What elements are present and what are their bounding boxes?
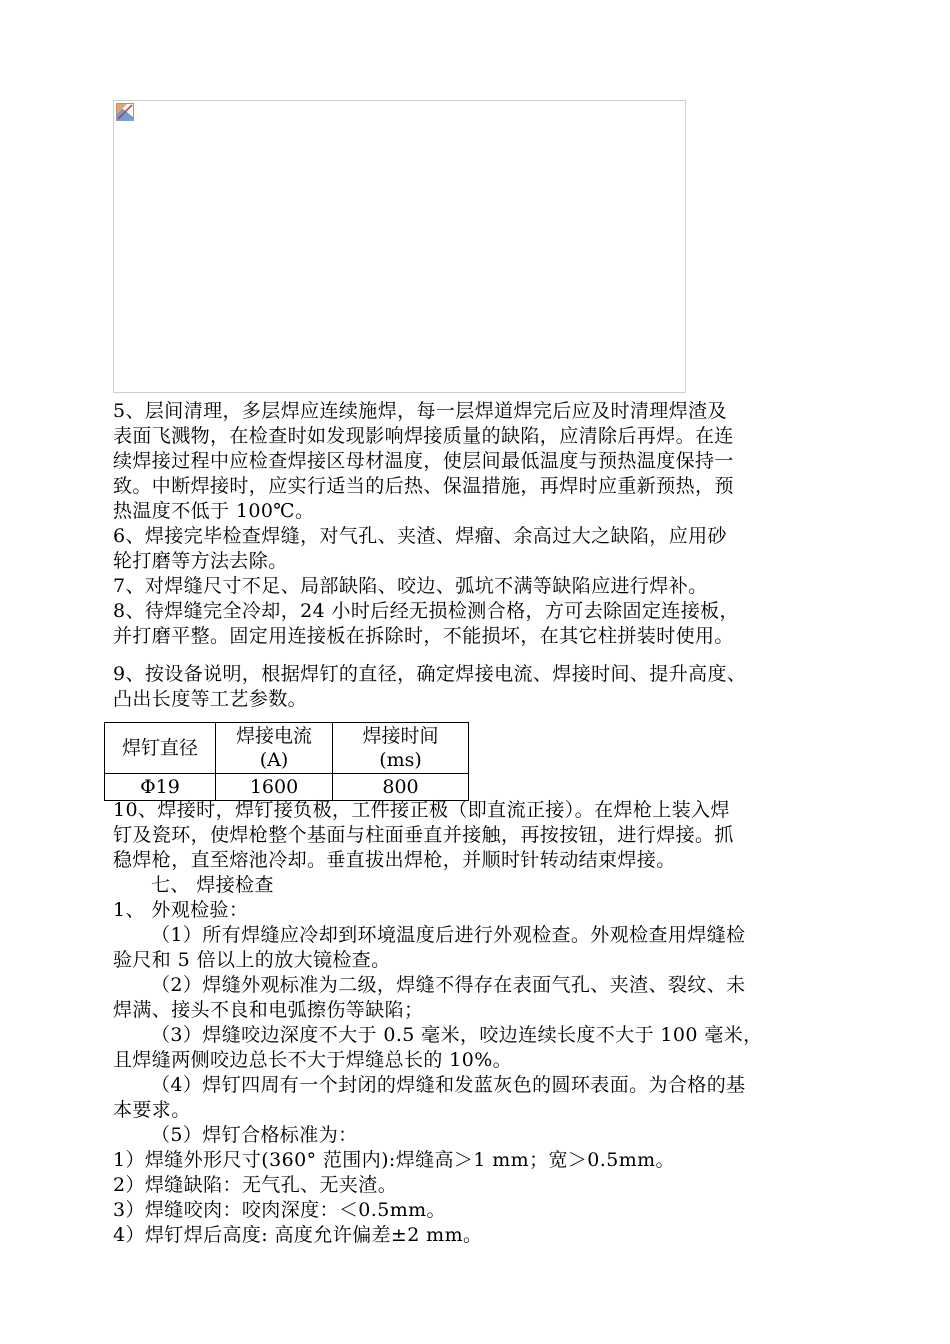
table-cell: Φ19 <box>105 774 216 801</box>
body-text-block-2 <box>113 662 853 712</box>
text-line: 续焊接过程中应检查焊接区母材温度，使层间最低温度与预热温度保持一 <box>113 450 734 472</box>
text-line: 10、焊接时，焊钉接负极，工件接正极（即直流正接）。在焊枪上装入焊 <box>113 799 730 821</box>
text-line: 6、焊接完毕检查焊缝，对气孔、夹渣、焊瘤、余高过大之缺陷，应用砂 <box>113 525 727 547</box>
table-header-cell: 焊接时间 (ms) <box>333 723 469 774</box>
text-line: 1、 外观检验： <box>113 899 249 921</box>
text-line: 且焊缝两侧咬边总长不大于焊缝总长的 10%。 <box>113 1049 513 1071</box>
body-text-block-1 <box>113 399 853 649</box>
text-line: （5）焊钉合格标准为： <box>151 1124 358 1146</box>
text-line: 本要求。 <box>113 1099 191 1121</box>
section-heading: 七、 焊接检查 <box>151 874 274 896</box>
text-line: 1）焊缝外形尺寸(360° 范围内):焊缝高＞1 mm；宽＞0.5mm。 <box>113 1149 675 1171</box>
text-line: 焊满、接头不良和电弧擦伤等缺陷； <box>113 999 424 1021</box>
table-cell: 1600 <box>216 774 333 801</box>
text-line: 凸出长度等工艺参数。 <box>113 688 308 710</box>
text-line: 4）焊钉焊后高度: 高度允许偏差±2 mm。 <box>113 1224 483 1246</box>
text-line: 8、待焊缝完全冷却，24 小时后经无损检测合格，方可去除固定连接板， <box>113 600 739 622</box>
table-cell: 800 <box>333 774 469 801</box>
body-text-block-3 <box>113 798 853 1248</box>
broken-image-icon <box>116 103 134 121</box>
text-line: 致。中断焊接时，应实行适当的后热、保温措施，再焊时应重新预热，预 <box>113 475 734 497</box>
text-line: 并打磨平整。固定用连接板在拆除时，不能损坏，在其它柱拼装时使用。 <box>113 625 734 647</box>
text-line: （2）焊缝外观标准为二级，焊缝不得存在表面气孔、夹渣、裂纹、未 <box>151 974 746 996</box>
text-line: （1）所有焊缝应冷却到环境温度后进行外观检查。外观检查用焊缝检 <box>151 924 746 946</box>
text-line: 钉及瓷环，使焊枪整个基面与柱面垂直并接触，再按按钮，进行焊接。抓 <box>113 824 734 846</box>
text-line: 轮打磨等方法去除。 <box>113 550 288 572</box>
embedded-image-placeholder <box>113 100 686 393</box>
text-line: （3）焊缝咬边深度不大于 0.5 毫米，咬边连续长度不大于 100 毫米， <box>151 1024 763 1046</box>
text-line: 热温度不低于 100℃。 <box>113 500 315 522</box>
text-line: 5、层间清理，多层焊应连续施焊，每一层焊道焊完后应及时清理焊渣及 <box>113 400 727 422</box>
table-header-cell: 焊钉直径 <box>105 723 216 774</box>
text-line: 9、按设备说明，根据焊钉的直径，确定焊接电流、焊接时间、提升高度、 <box>113 663 747 685</box>
text-line: 7、对焊缝尺寸不足、局部缺陷、咬边、弧坑不满等缺陷应进行焊补。 <box>113 575 708 597</box>
text-line: 稳焊枪，直至熔池冷却。垂直拔出焊枪，并顺时针转动结束焊接。 <box>113 849 676 871</box>
table-header-cell: 焊接电流 (A) <box>216 723 333 774</box>
text-line: 2）焊缝缺陷：无气孔、无夹渣。 <box>113 1174 398 1196</box>
text-line: 表面飞溅物，在检查时如发现影响焊接质量的缺陷，应清除后再焊。在连 <box>113 425 734 447</box>
text-line: 验尺和 5 倍以上的放大镜检查。 <box>113 949 391 971</box>
text-line: （4）焊钉四周有一个封闭的焊缝和发蓝灰色的圆环表面。为合格的基 <box>151 1074 746 1096</box>
text-line: 3）焊缝咬肉：咬肉深度：＜0.5mm。 <box>113 1199 446 1221</box>
parameter-table <box>104 722 469 801</box>
